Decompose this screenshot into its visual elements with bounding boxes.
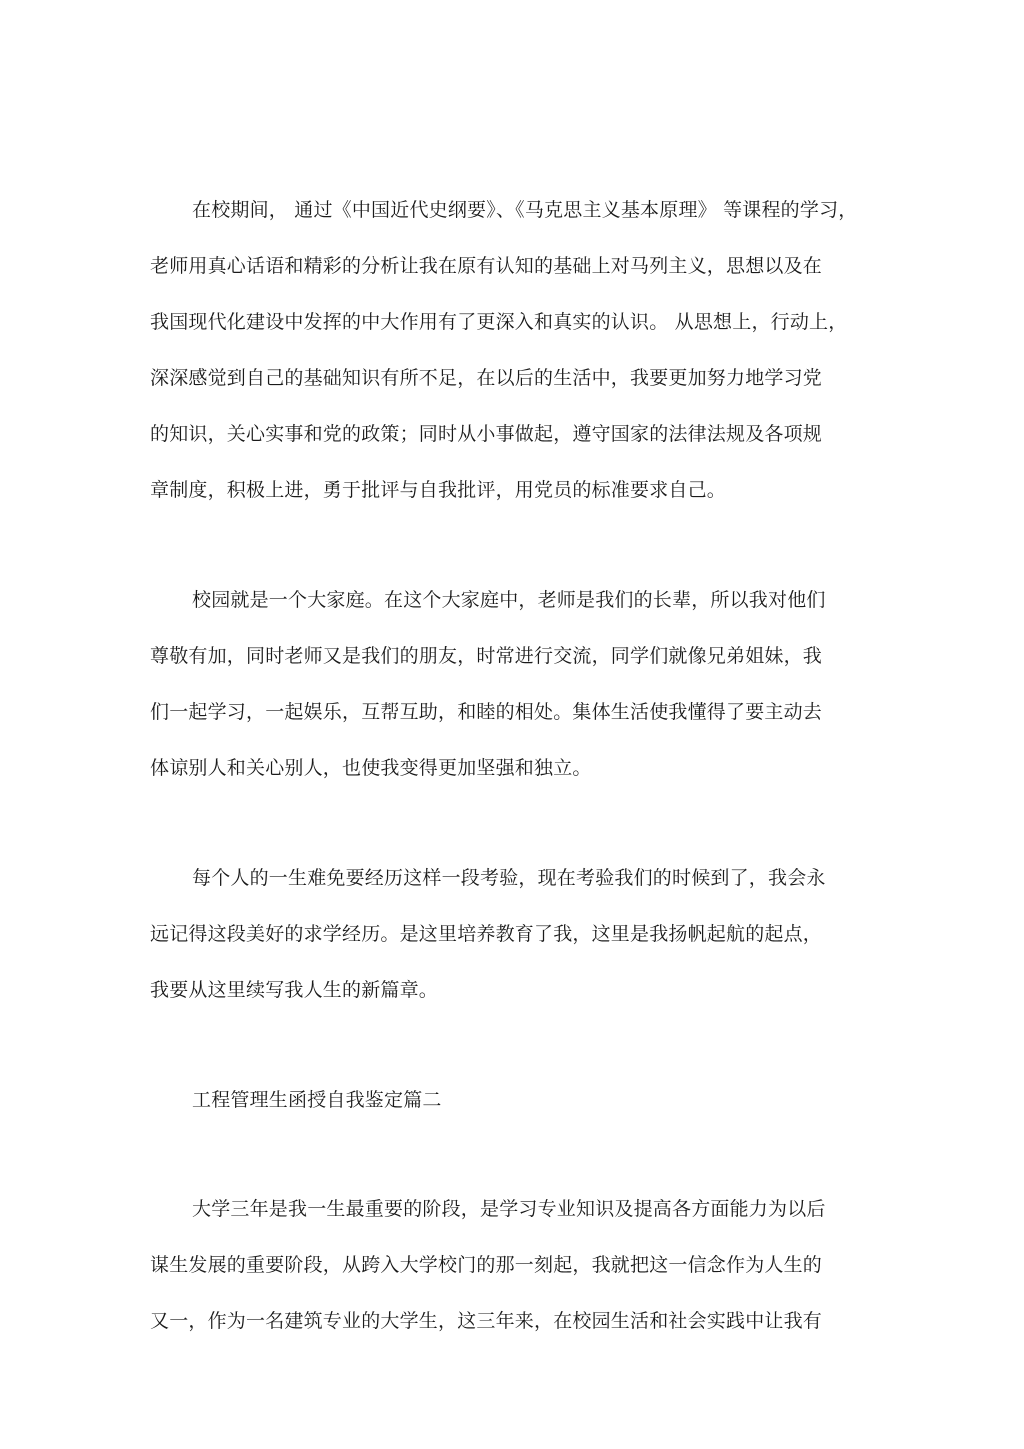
text-line: 老师用真心话语和精彩的分析让我在原有认知的基础上对马列主义，思想以及在 bbox=[150, 255, 823, 277]
heading-text: 工程管理生函授自我鉴定篇二 bbox=[192, 1089, 442, 1111]
text-line: 我国现代化建设中发挥的中大作用有了更深入和真实的认识。 从思想上，行动上， bbox=[150, 311, 848, 333]
text-line: 又一，作为一名建筑专业的大学生，这三年来，在校园生活和社会实践中让我有 bbox=[150, 1310, 823, 1332]
text-line: 章制度，积极上进，勇于批评与自我批评，用党员的标准要求自己。 bbox=[150, 479, 727, 501]
text-line: 尊敬有加，同时老师又是我们的朋友，时常进行交流，同学们就像兄弟姐妹，我 bbox=[150, 645, 823, 667]
text-line: 大学三年是我一生最重要的阶段，是学习专业知识及提高各方面能力为以后 bbox=[192, 1198, 826, 1220]
text-line: 远记得这段美好的求学经历。是这里培养教育了我，这里是我扬帆起航的起点， bbox=[150, 923, 823, 945]
text-line: 每个人的一生难免要经历这样一段考验，现在考验我们的时候到了，我会永 bbox=[192, 867, 826, 889]
text-line: 的知识，关心实事和党的政策；同时从小事做起，遵守国家的法律法规及各项规 bbox=[150, 423, 823, 445]
text-line: 体谅别人和关心别人，也使我变得更加坚强和独立。 bbox=[150, 757, 592, 779]
text-line: 深深感觉到自己的基础知识有所不足，在以后的生活中，我要更加努力地学习党 bbox=[150, 367, 823, 389]
text-line: 们一起学习，一起娱乐，互帮互助，和睦的相处。集体生活使我懂得了要主动去 bbox=[150, 701, 823, 723]
text-line: 谋生发展的重要阶段，从跨入大学校门的那一刻起，我就把这一信念作为人生的 bbox=[150, 1254, 823, 1276]
text-line: 校园就是一个大家庭。在这个大家庭中，老师是我们的长辈，所以我对他们 bbox=[192, 589, 826, 611]
text-line: 我要从这里续写我人生的新篇章。 bbox=[150, 979, 439, 1001]
text-line: 在校期间， 通过《中国近代史纲要》、《马克思主义基本原理》 等课程的学习， bbox=[192, 199, 858, 221]
